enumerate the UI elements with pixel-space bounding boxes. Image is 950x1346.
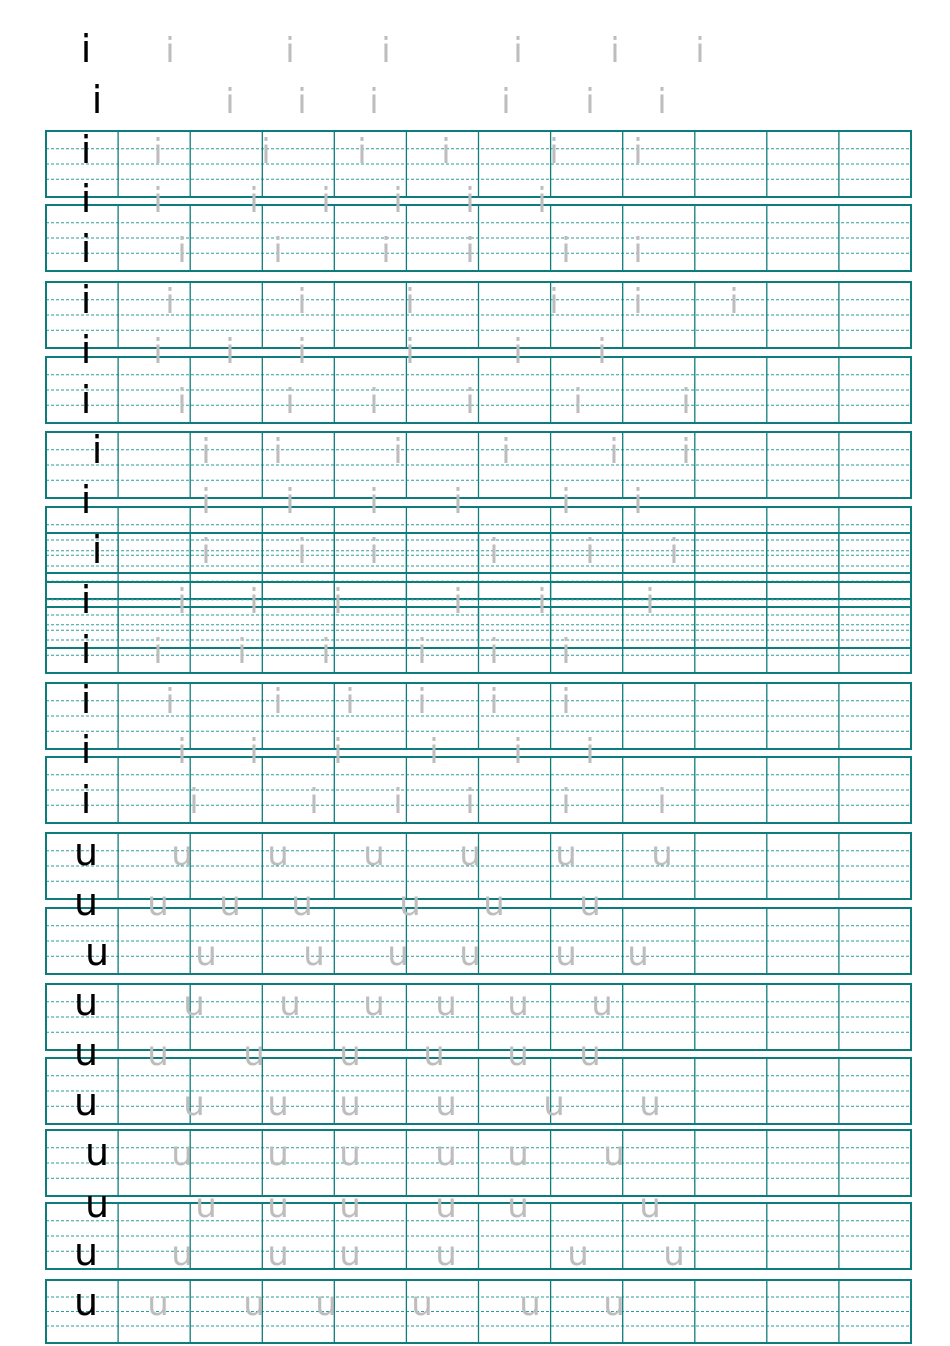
trace-letter: u xyxy=(579,884,601,924)
trace-letter: i xyxy=(165,682,175,722)
grid-box xyxy=(46,357,911,423)
trace-letter: i xyxy=(321,181,331,221)
model-letter: i xyxy=(80,478,92,522)
letter-row xyxy=(81,378,691,422)
trace-letter: u xyxy=(411,1284,433,1324)
trace-letter: i xyxy=(189,782,199,822)
trace-letter: i xyxy=(441,132,451,172)
trace-letter: i xyxy=(285,31,295,71)
trace-letter: i xyxy=(297,82,307,122)
grid-box xyxy=(46,282,911,348)
trace-letter: i xyxy=(369,82,379,122)
trace-letter: u xyxy=(435,1234,457,1274)
grid-box xyxy=(46,131,911,197)
trace-letter: u xyxy=(663,1234,685,1274)
trace-letter: u xyxy=(195,934,217,974)
trace-letter: u xyxy=(315,1284,337,1324)
trace-letter: i xyxy=(573,382,583,422)
trace-letter: i xyxy=(369,482,379,522)
trace-letter: u xyxy=(267,1084,289,1124)
trace-letter: i xyxy=(501,82,511,122)
trace-letter: u xyxy=(435,1134,457,1174)
trace-letter: i xyxy=(489,682,499,722)
trace-letter: u xyxy=(147,1034,169,1074)
trace-letter: i xyxy=(561,632,571,672)
letter-row xyxy=(81,328,607,372)
trace-letter: u xyxy=(243,1284,265,1324)
trace-letter: u xyxy=(147,1284,169,1324)
letter-row xyxy=(74,1280,625,1324)
trace-letter: u xyxy=(303,934,325,974)
trace-letter: u xyxy=(579,1034,601,1074)
trace-letter: i xyxy=(177,382,187,422)
trace-letter: i xyxy=(729,282,739,322)
trace-letter: i xyxy=(453,482,463,522)
model-letter: u xyxy=(73,1030,99,1074)
trace-letter: i xyxy=(393,181,403,221)
trace-letter: i xyxy=(513,332,523,372)
trace-letter: i xyxy=(177,732,187,772)
trace-letter: i xyxy=(561,682,571,722)
trace-letter: i xyxy=(285,382,295,422)
trace-letter: u xyxy=(435,1186,457,1226)
trace-letter: i xyxy=(417,632,427,672)
trace-letter: u xyxy=(507,1034,529,1074)
trace-letter: i xyxy=(261,132,271,172)
letter-row xyxy=(74,1030,601,1074)
letter-row xyxy=(81,628,571,672)
trace-letter: i xyxy=(645,582,655,622)
trace-letter: i xyxy=(417,682,427,722)
trace-letter: i xyxy=(633,282,643,322)
trace-letter: i xyxy=(501,432,511,472)
trace-letter: i xyxy=(585,82,595,122)
trace-letter: u xyxy=(147,884,169,924)
trace-letter: u xyxy=(171,1134,193,1174)
model-letter: u xyxy=(73,1230,99,1274)
trace-letter: i xyxy=(225,82,235,122)
trace-letter: i xyxy=(273,432,283,472)
trace-letter: u xyxy=(183,984,205,1024)
trace-letter: u xyxy=(171,834,193,874)
trace-letter: u xyxy=(267,1186,289,1226)
model-letter: i xyxy=(80,778,92,822)
grid-box xyxy=(46,432,911,498)
trace-letter: u xyxy=(435,1084,457,1124)
trace-letter: i xyxy=(345,682,355,722)
trace-letter: i xyxy=(549,282,559,322)
trace-letter: i xyxy=(153,132,163,172)
trace-letter: u xyxy=(423,1034,445,1074)
model-letter: u xyxy=(84,930,110,974)
trace-letter: u xyxy=(219,884,241,924)
model-letter: i xyxy=(80,578,92,622)
trace-letter: u xyxy=(603,1134,625,1174)
trace-letter: u xyxy=(183,1084,205,1124)
trace-letter: i xyxy=(537,582,547,622)
grid-box xyxy=(46,984,911,1050)
model-letter: i xyxy=(80,678,92,722)
trace-letter: i xyxy=(333,582,343,622)
letter-row xyxy=(74,830,673,874)
trace-letter: i xyxy=(610,31,620,71)
grid-box xyxy=(46,683,911,749)
trace-letter: i xyxy=(405,282,415,322)
trace-letter: u xyxy=(543,1084,565,1124)
trace-letter: u xyxy=(507,1134,529,1174)
trace-letter: i xyxy=(153,332,163,372)
trace-letter: i xyxy=(561,482,571,522)
grid-box xyxy=(46,607,911,673)
trace-letter: i xyxy=(177,582,187,622)
trace-letter: u xyxy=(567,1234,589,1274)
trace-letter: i xyxy=(201,532,211,572)
trace-letter: i xyxy=(225,332,235,372)
trace-letter: i xyxy=(489,632,499,672)
trace-letter: u xyxy=(339,1034,361,1074)
trace-letter: i xyxy=(249,732,259,772)
trace-letter: u xyxy=(603,1284,625,1324)
trace-letter: u xyxy=(171,1234,193,1274)
trace-letter: u xyxy=(363,984,385,1024)
trace-letter: i xyxy=(177,231,187,271)
trace-letter: u xyxy=(195,1186,217,1226)
trace-letter: i xyxy=(297,332,307,372)
letter-row xyxy=(81,227,643,271)
trace-letter: u xyxy=(519,1284,541,1324)
trace-letter: i xyxy=(453,582,463,622)
trace-letter: i xyxy=(273,231,283,271)
trace-letter: u xyxy=(339,1186,361,1226)
model-letter: i xyxy=(80,177,92,221)
trace-letter: u xyxy=(639,1084,661,1124)
trace-letter: u xyxy=(651,834,673,874)
trace-letter: i xyxy=(597,332,607,372)
trace-letter: i xyxy=(285,482,295,522)
trace-letter: i xyxy=(381,31,391,71)
trace-letter: i xyxy=(369,532,379,572)
trace-letter: i xyxy=(465,181,475,221)
trace-letter: u xyxy=(459,934,481,974)
letter-row xyxy=(92,528,679,572)
trace-letter: i xyxy=(537,181,547,221)
trace-letter: i xyxy=(321,632,331,672)
letter-row xyxy=(81,278,739,322)
trace-letter: i xyxy=(309,782,319,822)
trace-letter: i xyxy=(357,132,367,172)
trace-letter: i xyxy=(405,332,415,372)
model-letter: u xyxy=(73,880,99,924)
trace-letter: i xyxy=(465,782,475,822)
trace-letter: i xyxy=(681,382,691,422)
trace-letter: i xyxy=(165,282,175,322)
trace-letter: u xyxy=(279,984,301,1024)
trace-letter: u xyxy=(399,884,421,924)
trace-letter: u xyxy=(339,1084,361,1124)
trace-letter: u xyxy=(555,834,577,874)
letter-row xyxy=(92,78,667,122)
trace-letter: i xyxy=(333,732,343,772)
trace-letter: i xyxy=(633,132,643,172)
trace-letter: i xyxy=(201,482,211,522)
trace-letter: i xyxy=(561,782,571,822)
grid-box xyxy=(46,205,911,271)
trace-letter: i xyxy=(695,31,705,71)
trace-letter: i xyxy=(237,632,247,672)
letter-row xyxy=(81,177,547,221)
trace-letter: i xyxy=(249,181,259,221)
trace-letter: u xyxy=(267,834,289,874)
trace-letter: u xyxy=(555,934,577,974)
model-letter: u xyxy=(73,1080,99,1124)
trace-letter: i xyxy=(153,181,163,221)
trace-letter: i xyxy=(657,782,667,822)
trace-letter: i xyxy=(585,732,595,772)
trace-letter: u xyxy=(459,834,481,874)
trace-letter: u xyxy=(483,884,505,924)
model-letter: u xyxy=(84,1130,110,1174)
trace-letter: i xyxy=(585,532,595,572)
trace-letter: u xyxy=(627,934,649,974)
trace-letter: u xyxy=(507,1186,529,1226)
trace-letter: u xyxy=(363,834,385,874)
trace-letter: i xyxy=(513,31,523,71)
grid-box xyxy=(46,757,911,823)
trace-letter: u xyxy=(267,1234,289,1274)
model-letter: i xyxy=(80,227,92,271)
trace-letter: i xyxy=(465,231,475,271)
model-letter: i xyxy=(91,528,103,572)
trace-letter: i xyxy=(513,732,523,772)
letter-row xyxy=(81,478,643,522)
trace-letter: u xyxy=(291,884,313,924)
trace-letter: i xyxy=(273,682,283,722)
trace-letter: u xyxy=(591,984,613,1024)
model-letter: i xyxy=(80,728,92,772)
trace-letter: i xyxy=(249,582,259,622)
letter-row xyxy=(85,930,649,974)
model-letter: u xyxy=(84,1182,110,1226)
trace-letter: u xyxy=(339,1234,361,1274)
trace-letter: u xyxy=(639,1186,661,1226)
model-letter: u xyxy=(73,1280,99,1324)
model-letter: i xyxy=(80,278,92,322)
trace-letter: i xyxy=(369,382,379,422)
trace-letter: u xyxy=(387,934,409,974)
trace-letter: i xyxy=(165,31,175,71)
letter-row xyxy=(74,880,601,924)
trace-letter: i xyxy=(549,132,559,172)
model-letter: i xyxy=(80,27,92,71)
trace-letter: i xyxy=(669,532,679,572)
letter-row xyxy=(81,128,643,172)
trace-letter: i xyxy=(393,782,403,822)
trace-letter: i xyxy=(489,532,499,572)
trace-letter: u xyxy=(339,1134,361,1174)
trace-letter: i xyxy=(153,632,163,672)
trace-letter: i xyxy=(657,82,667,122)
trace-letter: u xyxy=(267,1134,289,1174)
trace-letter: i xyxy=(609,432,619,472)
letter-row xyxy=(74,1080,661,1124)
trace-letter: i xyxy=(633,231,643,271)
trace-letter: i xyxy=(297,532,307,572)
trace-letter: i xyxy=(429,732,439,772)
letter-row xyxy=(81,27,705,71)
trace-letter: i xyxy=(297,282,307,322)
trace-letter: i xyxy=(381,231,391,271)
letter-row xyxy=(85,1130,625,1174)
grid-box xyxy=(46,1280,911,1343)
model-letter: i xyxy=(80,128,92,172)
trace-letter: i xyxy=(393,432,403,472)
trace-letter: i xyxy=(465,382,475,422)
grid-box xyxy=(46,1058,911,1124)
letter-row xyxy=(81,778,667,822)
model-letter: u xyxy=(73,830,99,874)
model-letter: i xyxy=(91,78,103,122)
trace-letter: u xyxy=(507,984,529,1024)
model-letter: i xyxy=(80,328,92,372)
trace-letter: i xyxy=(681,432,691,472)
model-letter: i xyxy=(80,378,92,422)
trace-letter: u xyxy=(435,984,457,1024)
trace-letter: i xyxy=(633,482,643,522)
model-letter: i xyxy=(80,628,92,672)
trace-letter: i xyxy=(201,432,211,472)
trace-letter: i xyxy=(561,231,571,271)
letter-row xyxy=(74,1230,685,1274)
model-letter: u xyxy=(73,980,99,1024)
trace-letter: u xyxy=(243,1034,265,1074)
letter-row xyxy=(81,678,571,722)
model-letter: i xyxy=(91,428,103,472)
